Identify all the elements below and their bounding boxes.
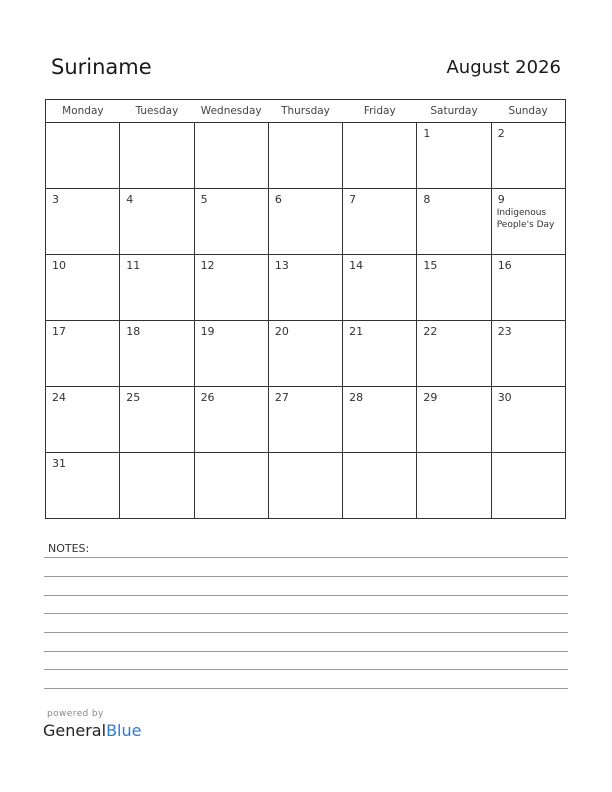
week-row [46, 123, 566, 189]
day-cell [46, 255, 120, 321]
month-year-title: August 2026 [446, 57, 561, 78]
day-number: 8 [423, 193, 431, 206]
day-number: 18 [126, 325, 141, 338]
day-cell [120, 123, 194, 189]
day-number: 16 [497, 259, 512, 272]
day-cell [194, 123, 268, 189]
week-row [46, 189, 566, 255]
powered-by-text: powered by [47, 709, 104, 719]
day-cell [417, 123, 491, 189]
note-line [44, 557, 568, 558]
day-cell [343, 255, 417, 321]
day-cell [120, 387, 194, 453]
day-cell [491, 453, 565, 519]
weekday-saturday: Saturday [417, 100, 491, 123]
note-line [44, 651, 568, 652]
brand-general: General [43, 721, 107, 740]
day-number: 1 [423, 127, 431, 140]
day-number: 22 [423, 325, 438, 338]
day-cell [343, 189, 417, 255]
day-cell [46, 123, 120, 189]
day-number: 24 [52, 391, 66, 404]
country-title: Suriname [51, 55, 152, 79]
day-number: 15 [423, 259, 438, 272]
day-number: 3 [52, 193, 59, 206]
day-cell [194, 387, 268, 453]
day-cell [343, 321, 417, 387]
day-cell [491, 321, 565, 387]
day-number: 19 [200, 325, 215, 338]
day-cell [268, 387, 342, 453]
day-cell [46, 189, 120, 255]
day-cell [417, 453, 491, 519]
day-cell [491, 189, 565, 255]
day-number: 13 [274, 259, 289, 272]
note-line [44, 669, 568, 670]
holiday-label: Indigenous People's Day [496, 208, 555, 230]
note-line [44, 595, 568, 596]
day-cell [120, 255, 194, 321]
note-line [44, 688, 568, 689]
day-cell [268, 255, 342, 321]
day-number: 28 [349, 391, 364, 404]
day-number: 23 [497, 325, 512, 338]
day-number: 17 [52, 325, 66, 338]
day-number: 21 [349, 325, 364, 338]
day-cell [194, 453, 268, 519]
day-cell [417, 189, 491, 255]
weekday-tuesday: Tuesday [120, 100, 194, 123]
day-cell [46, 387, 120, 453]
day-number: 29 [423, 391, 438, 404]
day-cell [268, 123, 342, 189]
day-cell [491, 255, 565, 321]
day-number: 5 [200, 193, 208, 206]
calendar-grid [45, 99, 566, 519]
day-cell [268, 189, 342, 255]
day-cell [120, 321, 194, 387]
day-number: 14 [349, 259, 364, 272]
note-line [44, 576, 568, 577]
day-cell [46, 321, 120, 387]
note-line [44, 632, 568, 633]
weekday-header-row [46, 100, 566, 123]
day-number: 27 [274, 391, 289, 404]
day-cell [417, 321, 491, 387]
week-row [46, 321, 566, 387]
day-number: 25 [126, 391, 141, 404]
weekday-friday: Friday [343, 100, 417, 123]
brand-logo [43, 721, 141, 740]
day-cell [194, 189, 268, 255]
week-row [46, 453, 566, 519]
day-number: 20 [274, 325, 289, 338]
day-number: 2 [497, 127, 505, 140]
week-row [46, 255, 566, 321]
day-cell [194, 255, 268, 321]
day-number: 11 [126, 259, 141, 272]
day-cell [46, 453, 120, 519]
day-number: 6 [274, 193, 282, 206]
day-number: 7 [349, 193, 357, 206]
day-cell [120, 453, 194, 519]
day-number: 26 [200, 391, 215, 404]
day-cell [194, 321, 268, 387]
day-cell [343, 123, 417, 189]
day-number: 31 [52, 457, 66, 470]
day-cell [120, 189, 194, 255]
day-cell [343, 453, 417, 519]
note-line [44, 613, 568, 614]
notes-label: NOTES: [48, 542, 90, 555]
day-cell [417, 387, 491, 453]
brand-blue: Blue [106, 721, 142, 740]
day-number: 12 [200, 259, 215, 272]
day-cell [491, 123, 565, 189]
weekday-wednesday: Wednesday [194, 100, 268, 123]
day-number: 9 [497, 193, 505, 206]
day-cell [268, 453, 342, 519]
day-number: 4 [126, 193, 134, 206]
day-number: 30 [497, 391, 512, 404]
week-row [46, 387, 566, 453]
day-cell [491, 387, 565, 453]
day-cell [268, 321, 342, 387]
weekday-sunday: Sunday [491, 100, 565, 123]
day-number: 10 [52, 259, 66, 272]
day-cell [417, 255, 491, 321]
weekday-monday: Monday [46, 100, 120, 123]
day-cell [343, 387, 417, 453]
weekday-thursday: Thursday [268, 100, 342, 123]
